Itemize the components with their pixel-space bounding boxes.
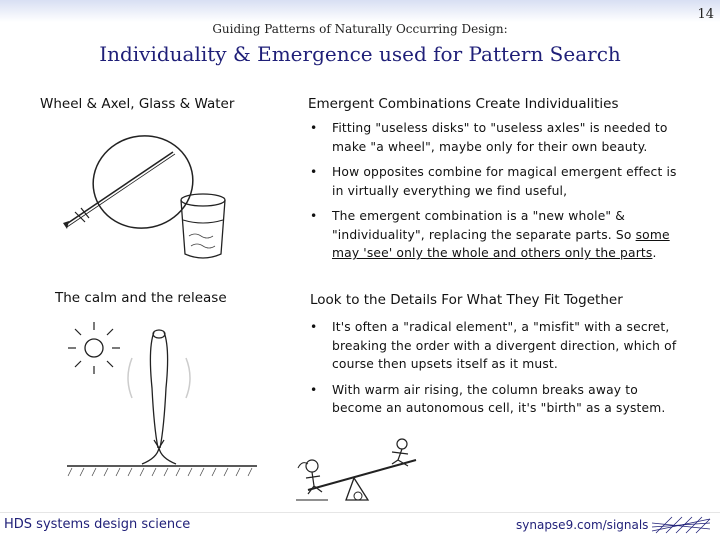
page-number: 14 <box>697 7 714 22</box>
section2-bullet: • With warm air rising, the column breaks away to become an autonomous cell, it's "birth" as a system. <box>310 381 690 418</box>
section1-bullet: • How opposites combine for magical emergent effect is in virtually everything we find useful, <box>310 163 690 200</box>
section1-heading: Emergent Combinations Create Individualities <box>308 96 619 112</box>
left-heading-top: Wheel & Axel, Glass & Water <box>40 96 235 112</box>
network-logo-icon <box>650 516 712 534</box>
section1-bullet: • Fitting "useless disks" to "useless axles" is needed to make "a wheel", maybe only for their own beauty. <box>310 119 690 156</box>
left-heading-bottom: The calm and the release <box>55 290 227 306</box>
slide-subtitle: Guiding Patterns of Naturally Occurring Design: <box>212 22 508 36</box>
bullet-text: The emergent combination is a "new whole" & "individuality", replacing the separate parts. So <box>332 209 636 242</box>
bullet-text-end: . <box>652 246 657 260</box>
section2-bullet: • It's often a "radical element", a "misfit" with a secret, breaking the order with a divergent direction, which of course then upsets itself as it must. <box>310 318 690 374</box>
section1-bullet <box>310 207 690 263</box>
wheel-axle-glass-sketch <box>55 130 245 265</box>
footer-link[interactable]: synapse9.com/signals <box>516 518 649 532</box>
section2-heading: Look to the Details For What They Fit Together <box>310 292 623 308</box>
sun-column-sketch <box>62 318 262 483</box>
seesaw-sketch <box>288 438 438 508</box>
top-banner <box>0 0 720 22</box>
footer-brand: HDS systems design science <box>4 517 191 532</box>
slide-title: Individuality & Emergence used for Pattern Search <box>99 42 621 66</box>
footer-divider <box>0 512 720 513</box>
underlined-text: some may 'see' only the whole and others only the parts <box>332 227 670 260</box>
section1-bullets <box>310 119 690 270</box>
section2-bullets <box>310 318 690 425</box>
